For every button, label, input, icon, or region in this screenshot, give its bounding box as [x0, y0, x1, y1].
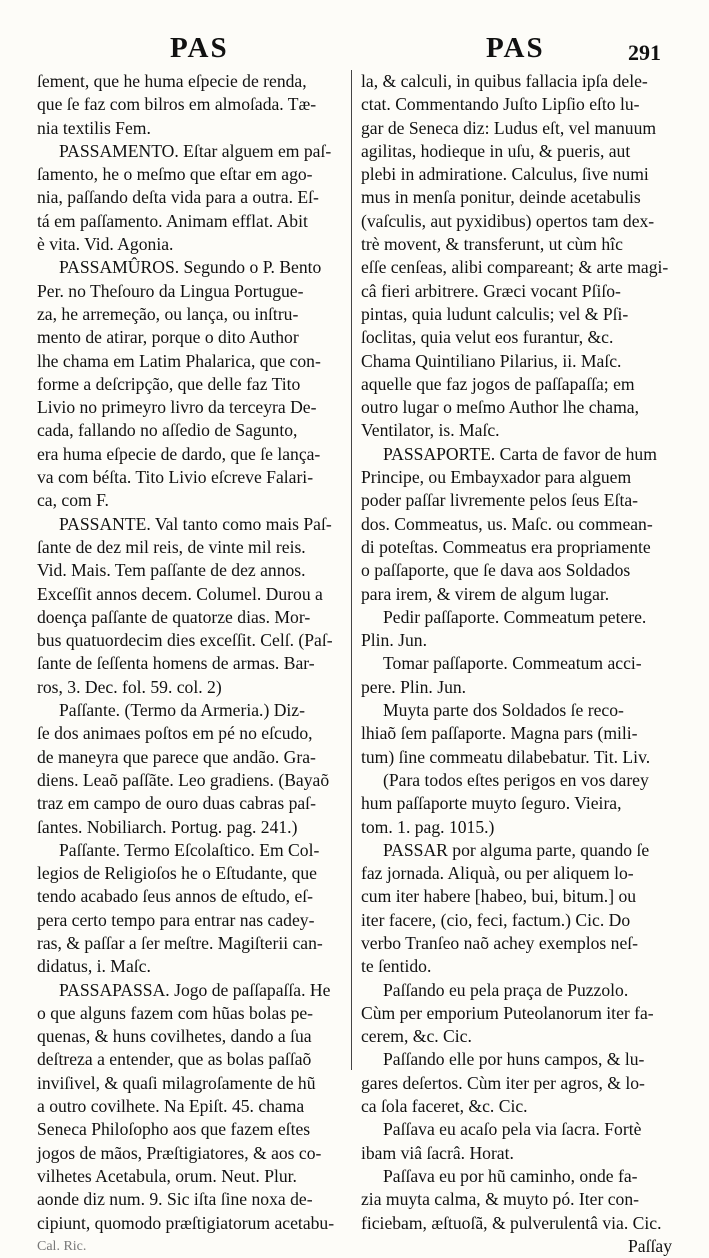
right-column-text-line: gares deſertos. Cùm iter per agros, & lo-: [361, 1072, 645, 1093]
left-column-text-line: doença paſſante de quatorze dias. Mor-: [37, 606, 311, 627]
left-column-text-line: tá em paſſamento. Animam efflat. Abit: [37, 210, 308, 231]
catchword: Paſſay: [628, 1235, 672, 1256]
left-column-text-line: deſtreza a entender, que as bolas paſſaõ: [37, 1049, 312, 1070]
left-column-text-line: Paſſante. (Termo da Armeria.) Diz-: [59, 700, 305, 721]
left-column: [37, 70, 344, 1254]
left-column-text-line: traz em campo de ouro duas cabras paſ-: [37, 793, 316, 814]
left-column-text-line: bus quatuordecim dies exceſſit. Celſ. (Paſ-: [37, 630, 333, 651]
left-column-text-line: cada, fallando no aſſedio de Sagunto,: [37, 420, 298, 441]
right-column-text-line: pintas, quia ludunt calculis; vel & Pſi-: [361, 303, 629, 324]
left-column-text-line: ſante de dez mil reis, de vinte mil reis.: [37, 536, 306, 557]
left-column-text-line: mento de atirar, porque o dito Author: [37, 327, 299, 348]
right-column-text-line: ca ſola faceret, &c. Cic.: [361, 1096, 528, 1117]
left-column-text-line: de maneyra que parece que andão. Gra-: [37, 746, 316, 767]
right-column-text-line: cerem, &c. Cic.: [361, 1026, 472, 1047]
right-column-text-line: trè movent, & transferunt, ut cùm hîc: [361, 234, 623, 255]
right-column-text-line: faz jornada. Aliquà, ou per aliquem lo-: [361, 863, 634, 884]
right-column-text-line: lhiaõ ſem paſſaporte. Magna pars (mili-: [361, 723, 638, 744]
right-column-text-line: ficiebam, æſtuoſã, & pulverulentâ via. Cic.: [361, 1212, 662, 1233]
left-column-text-line: Seneca Philoſopho aos que fazem eſtes: [37, 1119, 311, 1140]
right-column-text-line: eſſe cenſeas, alibi compareant; & arte magi-: [361, 257, 669, 278]
left-column-text-line: forme a deſcripção, que delle faz Tito: [37, 373, 301, 394]
right-column-text-line: iter facere, (cio, feci, factum.) Cic. Do: [361, 909, 631, 930]
left-column-text-line: pera certo tempo para entrar nas cadey-: [37, 909, 315, 930]
right-column-text-line: para irem, & virem de algum lugar.: [361, 583, 610, 604]
right-column-text-line: mus in menſa ponitur, deinde acetabulis: [361, 187, 641, 208]
right-column-text-line: câ fieri arbitrere. Græci vocant Pſiſo-: [361, 280, 621, 301]
right-column-text-line: ctat. Commentando Juſto Lipſio eſto lu-: [361, 94, 640, 115]
right-column-text-line: hum paſſaporte muyto ſeguro. Vieira,: [361, 793, 622, 814]
right-column-text-line: Tomar paſſaporte. Commeatum acci-: [383, 653, 642, 674]
left-column-text-line: è vita. Vid. Agonia.: [37, 234, 174, 255]
left-column-text-line: ros, 3. Dec. fol. 59. col. 2): [37, 676, 222, 697]
left-column-text-line: vilhetes Acetabula, orum. Neut. Plur.: [37, 1165, 297, 1186]
right-column-text-line: (Para todos eſtes perigos en vos darey: [383, 769, 649, 790]
right-column-text-line: di poteſtas. Commeatus era propriamente: [361, 536, 651, 557]
left-column-text-line: ras, & paſſar a ſer meſtre. Magiſterii can-: [37, 932, 323, 953]
left-column-text-line: Vid. Mais. Tem paſſante de dez annos.: [37, 560, 306, 581]
right-column-text-line: Muyta parte dos Soldados ſe reco-: [383, 700, 624, 721]
right-column-text-line: tom. 1. pag. 1015.): [361, 816, 495, 837]
right-column-text-line: Chama Quintiliano Pilarius, ii. Maſc.: [361, 350, 622, 371]
page-number: 291: [628, 40, 661, 65]
right-column-text-line: aquelle que faz jogos de paſſapaſſa; em: [361, 373, 635, 394]
right-column-text-line: PASSAPORTE. Carta de favor de hum: [383, 443, 657, 464]
right-column-text-line: tum) ſine commeatu dilabebatur. Tit. Liv.: [361, 746, 651, 767]
right-column-text-line: ibam viâ ſacrâ. Horat.: [361, 1142, 514, 1163]
left-column-text-line: aonde diz num. 9. Sic iſta ſine noxa de-: [37, 1189, 313, 1210]
left-column-text-line: cipiunt, quomodo præſtigiatorum acetabu-: [37, 1212, 335, 1233]
left-column-text-line: ſante de ſeſſenta homens de armas. Bar-: [37, 653, 315, 674]
right-column-text-line: PASSAR por alguma parte, quando ſe: [383, 839, 650, 860]
left-column-text-line: ca, com F.: [37, 490, 109, 511]
right-column-text-line: o paſſaporte, que ſe dava aos Soldados: [361, 560, 631, 581]
right-column-text-line: poder paſſar livremente pelos ſeus Eſta-: [361, 490, 638, 511]
left-column-text-line: Per. no Theſouro da Lingua Portugue-: [37, 280, 304, 301]
left-column-text-line: o que alguns fazem com hũas bolas pe-: [37, 1002, 314, 1023]
left-column-text-line: diens. Leaõ paſſãte. Leo gradiens. (Bayaõ: [37, 769, 330, 790]
right-column-text-line: Paſſando elle por huns campos, & lu-: [383, 1049, 645, 1070]
right-column-text-line: te ſentido.: [361, 956, 432, 977]
printer-signature-mark: Cal. Ric.: [37, 1238, 87, 1254]
left-column-text-line: tendo acabado ſeus annos de eſtudo, eſ-: [37, 886, 314, 907]
right-column-text-line: outro lugar o meſmo Author lhe chama,: [361, 397, 640, 418]
left-column-text-line: era huma eſpecie de dardo, que ſe lança-: [37, 443, 321, 464]
left-column-text-line: a outro covilhete. Na Epiſt. 45. chama: [37, 1096, 305, 1117]
left-column-text-line: za, he arremeção, ou lança, ou inſtru-: [37, 303, 299, 324]
left-column-text-line: PASSANTE. Val tanto como mais Paſ-: [59, 513, 332, 534]
right-column-text-line: Principe, ou Embayxador para alguem: [361, 467, 632, 488]
right-column-text-line: Pedir paſſaporte. Commeatum petere.: [383, 606, 647, 627]
left-column-text-line: PASSAMENTO. Eſtar alguem em paſ-: [59, 140, 332, 161]
right-column-text-line: dos. Commeatus, us. Maſc. ou commean-: [361, 513, 653, 534]
left-column-text-line: ſantes. Nobiliarch. Portug. pag. 241.): [37, 816, 298, 837]
left-column-text-line: que ſe faz com bilros em almoſada. Tæ-: [37, 94, 317, 115]
right-running-head: PAS: [486, 32, 545, 64]
left-column-text-line: Exceſſit annos decem. Columel. Durou a: [37, 583, 323, 604]
left-column-text-line: quenas, & huns covilhetes, dando a ſua: [37, 1026, 312, 1047]
right-column-text-line: agilitas, hodieque in uſu, & pueris, aut: [361, 140, 631, 161]
left-column-text-line: legios de Religioſos he o Eſtudante, que: [37, 863, 317, 884]
right-column: [361, 70, 672, 1256]
left-column-text-line: lhe chama em Latim Phalarica, que con-: [37, 350, 321, 371]
left-column-text-line: Paſſante. Termo Eſcolaſtico. Em Col-: [59, 839, 320, 860]
left-column-text-line: va com béſta. Tito Livio eſcreve Falari-: [37, 467, 314, 488]
left-column-text-line: ſamento, he o meſmo que eſtar em ago-: [37, 164, 313, 185]
right-column-text-line: plebi in admiratione. Calculus, ſive numi: [361, 164, 649, 185]
right-column-text-line: gar de Seneca diz: Ludus eſt, vel manuum: [361, 117, 657, 138]
right-column-text-line: Paſſava eu acaſo pela via ſacra. Fortè: [383, 1119, 642, 1140]
right-column-text-line: la, & calculi, in quibus fallacia ipſa dele-: [361, 71, 648, 91]
right-column-text-line: Paſſando eu pela praça de Puzzolo.: [383, 979, 629, 1000]
running-header: [0, 32, 709, 72]
left-column-text-line: ſement, que he huma eſpecie de renda,: [37, 71, 307, 91]
left-column-text-line: jogos de mãos, Præſtigiatores, & aos co-: [37, 1142, 322, 1163]
left-column-text-line: didatus, i. Maſc.: [37, 956, 151, 977]
left-column-text-line: nia, paſſando deſta vida para a outra. Eſ-: [37, 187, 319, 208]
right-column-text-line: (vaſculis, aut pyxidibus) opertos tam dex-: [361, 210, 655, 231]
right-column-text-line: verbo Tranſeo naõ achey exemplos neſ-: [361, 932, 639, 953]
right-column-text-line: cum iter habere [habeo, bui, bitum.] ou: [361, 886, 637, 907]
right-column-text-line: ſoclitas, quia velut eos furantur, &c.: [361, 327, 614, 348]
left-column-text-line: PASSAMÛROS. Segundo o P. Bento: [59, 257, 322, 278]
left-column-text-line: PASSAPASSA. Jogo de paſſapaſſa. He: [59, 979, 331, 1000]
right-column-text-line: Ventilator, is. Maſc.: [361, 420, 500, 441]
left-column-text-line: Livio no primeyro livro da terceyra De-: [37, 397, 317, 418]
right-column-text-line: Paſſava eu por hũ caminho, onde fa-: [383, 1165, 638, 1186]
column-divider: [351, 70, 352, 1070]
right-column-text-line: Plin. Jun.: [361, 630, 427, 651]
left-column-text-line: nia textilis Fem.: [37, 117, 151, 138]
right-column-text-line: pere. Plin. Jun.: [361, 676, 467, 697]
left-running-head: PAS: [170, 32, 229, 64]
left-column-text-line: inviſivel, & quaſi milagroſamente de hũ: [37, 1072, 316, 1093]
right-column-text-line: Cùm per emporium Puteolanorum iter fa-: [361, 1002, 654, 1023]
left-column-text-line: ſe dos animaes poſtos em pé no eſcudo,: [37, 723, 313, 744]
right-column-text-line: zia muyta calma, & muyto pó. Iter con-: [361, 1189, 639, 1210]
